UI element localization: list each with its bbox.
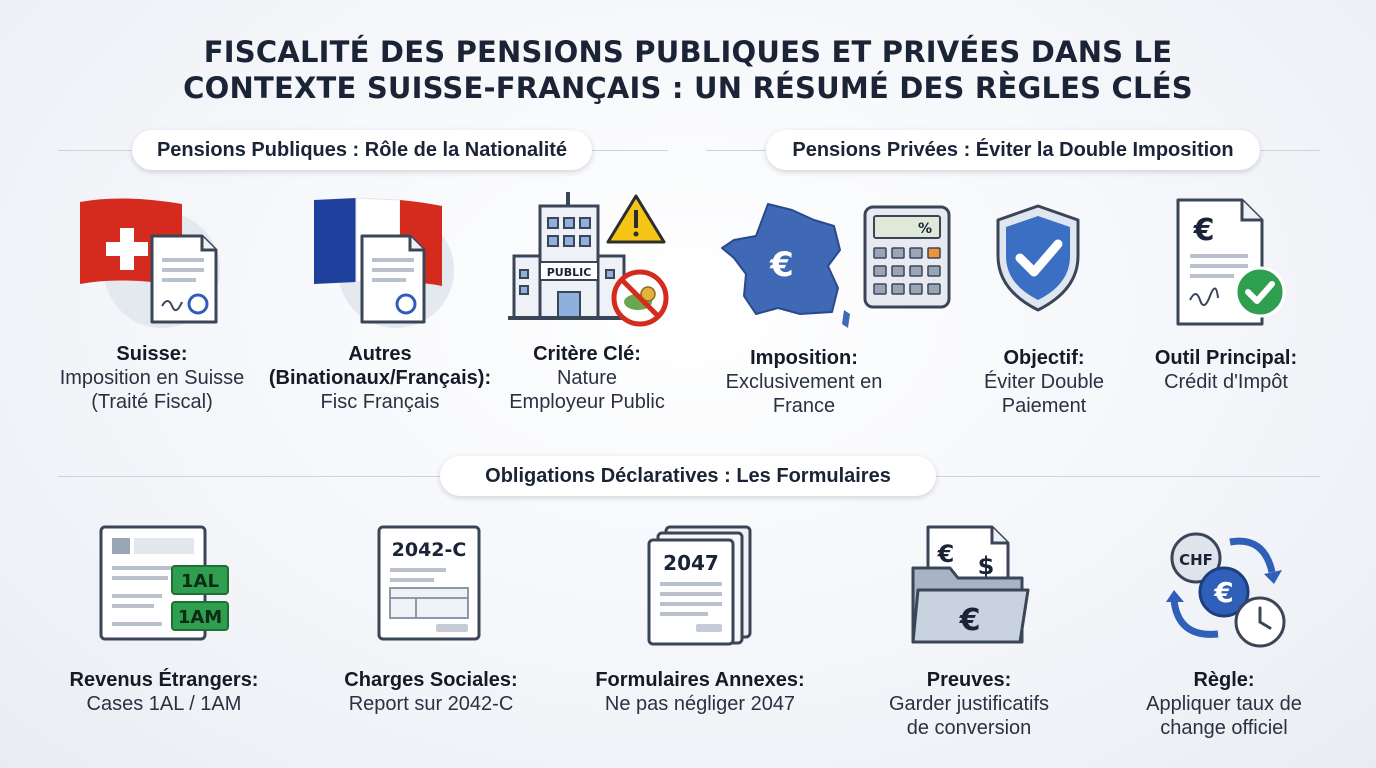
currency-exchange-icon [1160,528,1290,650]
section-title-private: Pensions Privées : Éviter la Double Imposition [766,130,1260,170]
forms-item-social-charges [326,668,536,716]
shield-check-icon [994,202,1082,314]
public-item-criterion [492,342,682,414]
item-heading: Règle: [1193,669,1255,691]
forms-item-annex-forms [580,668,820,716]
item-line: Ne pas négliger 2047 [604,693,796,715]
folder-front-euro-symbol: € [959,603,981,638]
forms-item-proofs [866,668,1072,740]
form-boxes-icon [98,524,232,644]
folder-currency-icon [910,524,1032,648]
item-heading: Critère Clé: [533,343,641,365]
item-heading: Charges Sociales: [344,669,518,691]
document-euro-symbol: € [1193,213,1215,248]
private-item-objective [954,346,1134,418]
swiss-flag-document-icon [72,190,232,330]
chf-coin-label: CHF [1179,551,1213,569]
form-2042c-number: 2042-C [391,539,467,561]
item-line: Nature [556,367,618,389]
page-title [0,34,1376,106]
item-line: Imposition en Suisse [59,367,245,389]
item-line: Crédit d'Impôt [1164,371,1288,393]
calculator-percent: % [917,221,932,237]
item-heading: Suisse: [116,343,188,365]
france-map-euro-icon [716,196,866,336]
euro-document-check-icon [1172,196,1290,328]
item-line: Éviter Double [983,371,1105,393]
forms-item-rule [1120,668,1328,740]
item-line: de conversion [906,717,1032,739]
folder-dollar-symbol: $ [977,552,995,580]
item-line: Report sur 2042-C [348,693,514,715]
euro-coin-symbol: € [1214,576,1234,609]
item-line: (Traité Fiscal) [91,391,213,413]
item-line: Exclusivement en [725,371,883,393]
form-2047-number: 2047 [663,551,719,575]
item-heading: Formulaires Annexes: [595,669,805,691]
item-heading: Outil Principal: [1154,347,1298,369]
item-line: Employeur Public [509,391,665,413]
french-flag-document-icon [306,190,466,330]
item-heading: Revenus Étrangers: [69,669,259,691]
box-1al-label: 1AL [181,571,219,592]
form-2042c-icon [376,524,482,644]
item-line: France [772,395,836,417]
public-item-others [260,342,500,414]
item-line: change officiel [1160,717,1288,739]
item-line: Appliquer taux de [1146,693,1302,715]
item-line: Garder justificatifs [888,693,1050,715]
building-sign-label: PUBLIC [546,266,592,279]
section-title-forms: Obligations Déclaratives : Les Formulaires [440,456,936,496]
box-1am-label: 1AM [177,607,223,628]
calculator-icon [862,204,954,310]
france-euro-symbol: € [770,245,794,285]
forms-item-foreign-income [54,668,274,716]
item-heading: Imposition: [750,347,858,369]
title-line-2: CONTEXTE SUISSE-FRANÇAIS : UN RÉSUMÉ DES RÈGLES CLÉS [183,71,1193,105]
public-building-icon [506,190,676,330]
item-line: Cases 1AL / 1AM [86,693,242,715]
form-2047-stack-icon [646,524,756,648]
title-line-1: FISCALITÉ DES PENSIONS PUBLIQUES ET PRIVÉES DANS LE [203,35,1173,69]
folder-euro-symbol: € [937,540,955,568]
item-line: Paiement [1001,395,1087,417]
private-item-taxation [694,346,914,418]
item-heading-2: (Binationaux/Français): [268,367,492,389]
section-title-public: Pensions Publiques : Rôle de la Nationalité [132,130,592,170]
item-heading: Objectif: [1003,347,1085,369]
item-heading: Preuves: [926,669,1012,691]
public-item-swiss [42,342,262,414]
private-item-tool [1136,346,1316,394]
item-line: Fisc Français [320,391,440,413]
item-heading: Autres [348,343,412,365]
